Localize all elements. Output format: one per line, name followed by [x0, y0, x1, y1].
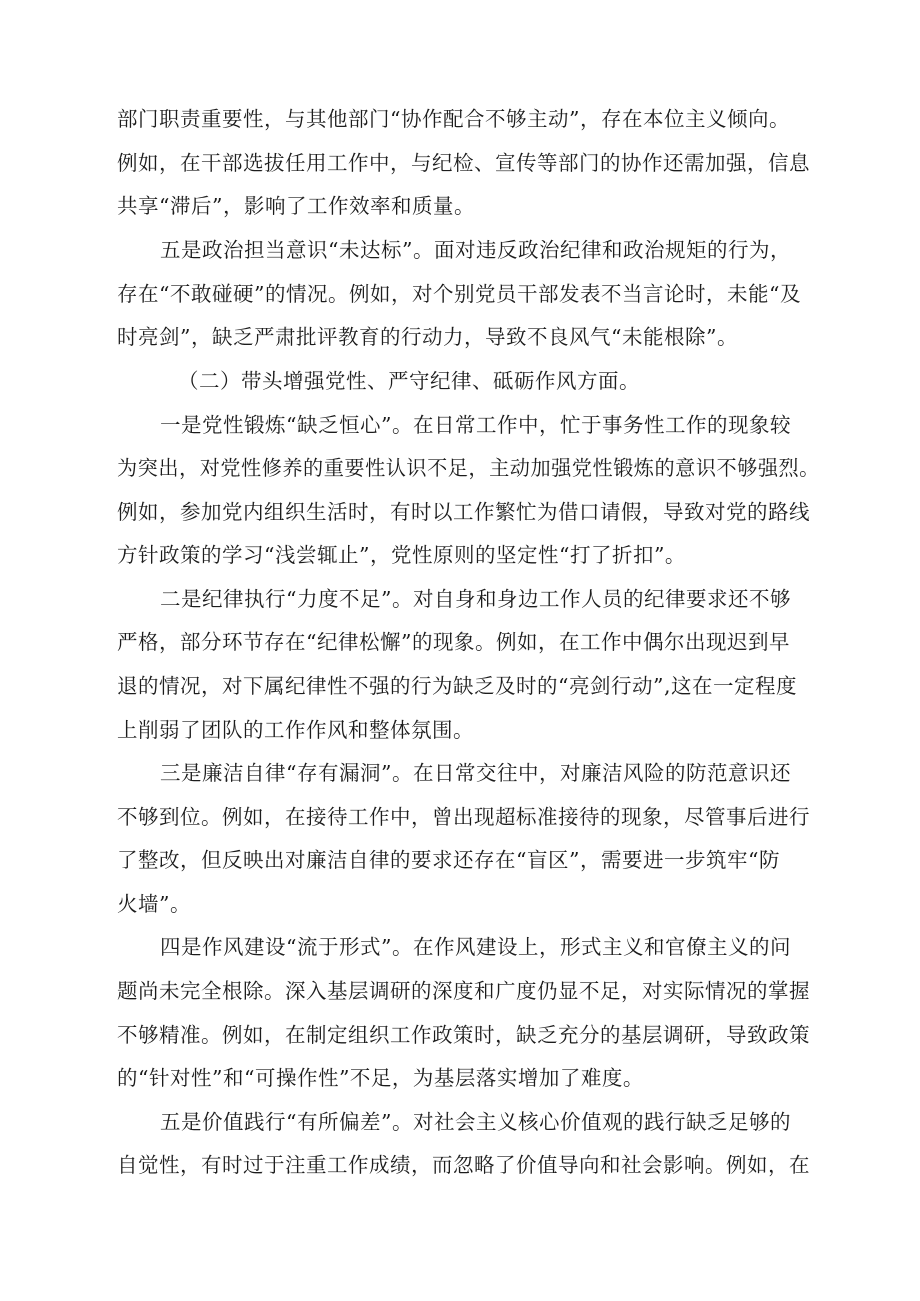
text-line: 共享“滞后”，影响了工作效率和质量。 [117, 194, 475, 218]
paragraph-start: 五是政治担当意识“未达标”。面对违反政治纪律和政治规矩的行为， [160, 238, 791, 262]
text-line: 不够精准。例如，在制定组织工作政策时，缺乏充分的基层调研，导致政策 [117, 1023, 810, 1047]
text-line: 了整改，但反映出对廉洁自律的要求还存在“盲区”，需要进一步筑牢“防 [117, 848, 780, 872]
paragraph-start: 四是作风建设“流于形式”。在作风建设上，形式主义和官僚主义的问 [160, 935, 791, 959]
paragraph-start: 三是廉洁自律“存有漏洞”。在日常交往中，对廉洁风险的防范意识还 [160, 761, 791, 785]
text-line: 退的情况，对下属纪律性不强的行为缺乏及时的“亮剑行动”,这在一定程度 [117, 674, 797, 698]
text-line: 时亮剑”，缺乏严肃批评教育的行动力，导致不良风气“未能根除”。 [117, 325, 738, 349]
text-line: 火墙”。 [117, 892, 191, 916]
text-line: 存在“不敢碰硬”的情况。例如，对个别党员干部发表不当言论时，未能“及 [117, 282, 801, 306]
text-line: 严格，部分环节存在“纪律松懈”的现象。例如，在工作中偶尔出现迟到早 [117, 630, 790, 654]
section-heading: （二）带头增强党性、严守纪律、砥砺作风方面。 [178, 369, 640, 393]
text-line: 方针政策的学习“浅尝辄止”，党性原则的坚定性“打了折扣”。 [117, 543, 686, 567]
paragraph-start: 五是价值践行“有所偏差”。对社会主义核心价值观的践行缺乏足够的 [160, 1110, 791, 1134]
text-line: 的“针对性”和“可操作性”不足，为基层落实增加了难度。 [117, 1066, 644, 1090]
text-line: 例如，参加党内组织生活时，有时以工作繁忙为借口请假，导致对党的路线 [117, 500, 810, 524]
text-line: 自觉性，有时过于注重工作成绩，而忽略了价值导向和社会影响。例如，在 [117, 1153, 810, 1177]
text-line: 例如，在干部选拔任用工作中，与纪检、宣传等部门的协作还需加强，信息 [117, 151, 810, 175]
text-line: 为突出，对党性修养的重要性认识不足，主动加强党性锻炼的意识不够强烈。 [117, 456, 820, 480]
text-line: 上削弱了团队的工作作风和整体氛围。 [117, 718, 474, 742]
text-line: 题尚未完全根除。深入基层调研的深度和广度仍显不足，对实际情况的掌握 [117, 979, 810, 1003]
text-line: 不够到位。例如，在接待工作中，曾出现超标准接待的现象，尽管事后进行 [117, 805, 810, 829]
paragraph-start: 一是党性锻炼“缺乏恒心”。在日常工作中，忙于事务性工作的现象较 [160, 413, 791, 437]
paragraph-start: 二是纪律执行“力度不足”。对自身和身边工作人员的纪律要求还不够 [160, 587, 791, 611]
text-line: 部门职责重要性，与其他部门“协作配合不够主动”，存在本位主义倾向。 [117, 107, 790, 131]
